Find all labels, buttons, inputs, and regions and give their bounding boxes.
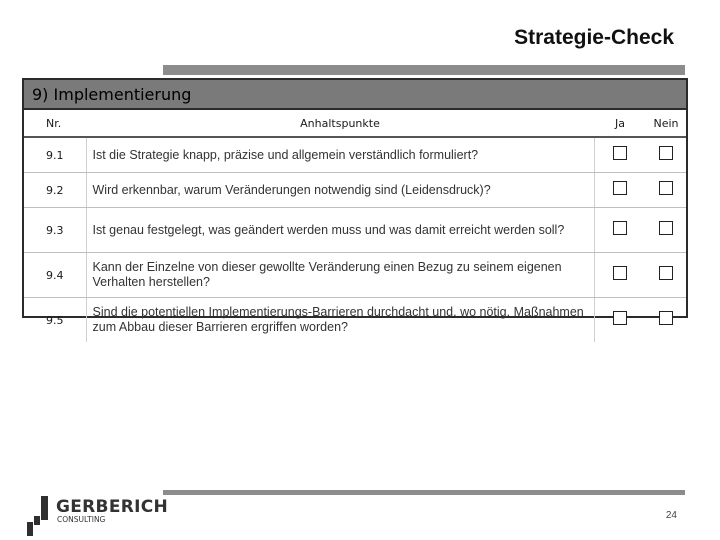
checkbox-nein[interactable] xyxy=(659,181,673,195)
checkbox-nein[interactable] xyxy=(659,146,673,160)
section-title: 9) Implementierung xyxy=(32,84,192,104)
page-number: 24 xyxy=(665,510,677,521)
title-divider-bar xyxy=(163,65,685,75)
checkbox-nein[interactable] xyxy=(659,221,673,235)
row-question: Ist die Strategie knapp, präzise und allgemein verständlich formuliert? xyxy=(86,137,594,173)
table-header-row xyxy=(24,110,686,137)
checkbox-nein[interactable] xyxy=(659,266,673,280)
row-number: 9.1 xyxy=(24,137,86,173)
table-row xyxy=(24,208,686,253)
header-nein: Nein xyxy=(646,110,686,137)
company-logo xyxy=(26,494,169,538)
checklist-table xyxy=(24,110,686,342)
header-anhaltspunkte: Anhaltspunkte xyxy=(86,110,594,137)
section-header xyxy=(24,80,686,110)
checkbox-ja[interactable] xyxy=(613,266,627,280)
checkbox-ja[interactable] xyxy=(613,311,627,325)
checkbox-ja[interactable] xyxy=(613,146,627,160)
table-row xyxy=(24,173,686,208)
table-row xyxy=(24,253,686,298)
row-number: 9.5 xyxy=(46,313,64,327)
footer-divider-bar xyxy=(163,490,685,495)
header-ja: Ja xyxy=(594,110,646,137)
checkbox-ja[interactable] xyxy=(613,221,627,235)
table-row xyxy=(24,137,686,173)
checkbox-ja[interactable] xyxy=(613,181,627,195)
checklist-sheet xyxy=(22,78,688,334)
logo-subtitle: CONSULTING xyxy=(57,515,106,524)
row-number: 9.4 xyxy=(24,253,86,298)
row-question: Kann der Einzelne von dieser gewollte Veränderung einen Bezug zu seinem eigenen Verhalten herstellen? xyxy=(86,253,594,298)
row-question: Sind die potentiellen Implementierungs-Barrieren durchdacht und, wo nötig, Maßnahmen zum Abbau dieser Barrieren ergriffen worden? xyxy=(86,298,594,343)
table-row xyxy=(24,298,686,343)
page-title: Strategie-Check xyxy=(514,26,674,49)
logo-mark-icon xyxy=(26,494,52,538)
row-question: Ist genau festgelegt, was geändert werden muss und was damit erreicht werden soll? xyxy=(86,208,594,253)
row-number: 9.2 xyxy=(24,173,86,208)
logo-name: GERBERICH xyxy=(56,497,169,517)
row-question: Wird erkennbar, warum Veränderungen notwendig sind (Leidensdruck)? xyxy=(86,173,594,208)
checkbox-nein[interactable] xyxy=(659,311,673,325)
header-nr: Nr. xyxy=(24,110,86,137)
row-number: 9.3 xyxy=(24,208,86,253)
